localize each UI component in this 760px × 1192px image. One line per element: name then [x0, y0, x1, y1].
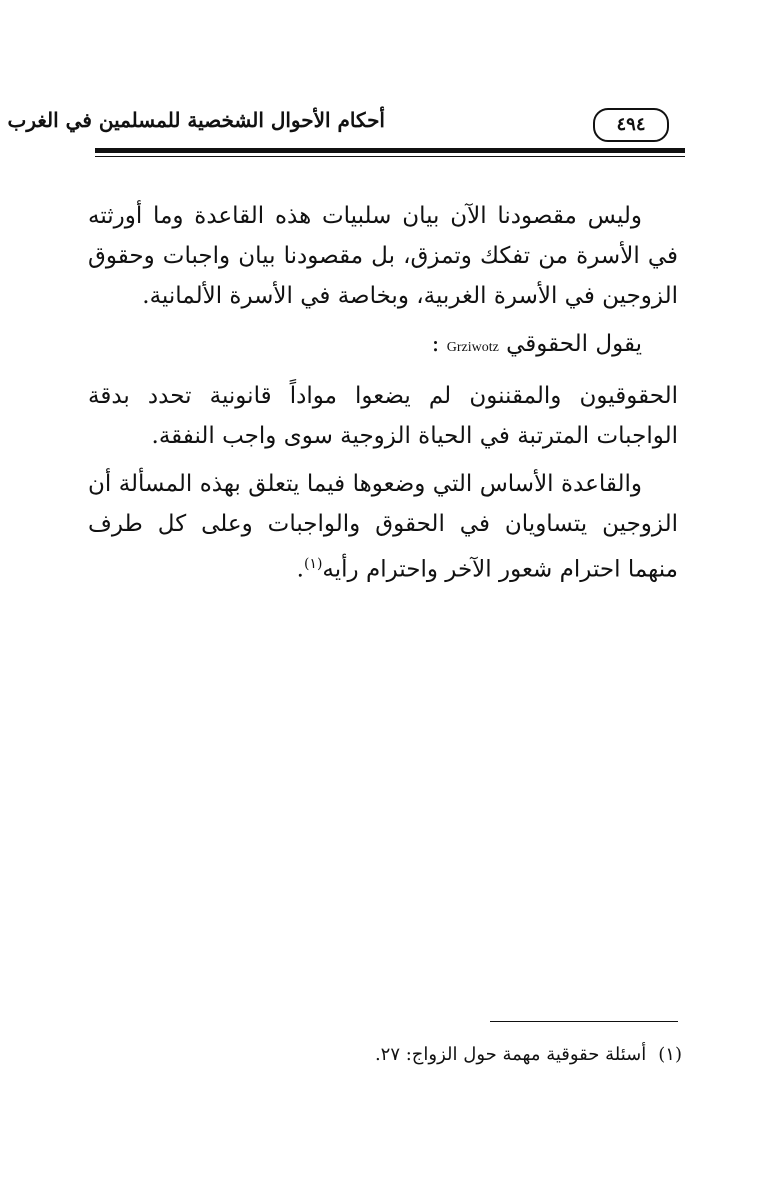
- header-rule-thick: [95, 148, 685, 153]
- header-title: أحكام الأحوال الشخصية للمسلمين في الغرب: [7, 108, 385, 132]
- paragraph-4-end: .: [296, 556, 304, 583]
- paragraph-4-main: والقاعدة الأساس التي وضعوها فيما يتعلق بهذه المسألة أن الزوجين يتساويان في الحقوق والواجبات وعلى كل طرف منهما احترام شعور الآخر واحترام رأيه: [88, 471, 678, 583]
- footnote-text: أسئلة حقوقية مهمة حول الزواج: ٢٧.: [374, 1044, 647, 1065]
- footnote-marker: (١): [658, 1044, 682, 1065]
- body-text: [88, 196, 678, 598]
- paragraph-2: [88, 324, 678, 368]
- footnote-reference: (١): [303, 556, 323, 572]
- paragraph-4: [88, 464, 678, 590]
- header-rule-thin: [95, 156, 685, 157]
- footnote-separator: [490, 1021, 678, 1022]
- author-latin-name: Grziwotz: [446, 340, 499, 355]
- paragraph-2-suffix: :: [431, 331, 440, 357]
- paragraph-2-prefix: يقول الحقوقي: [506, 331, 642, 357]
- paragraph-1: وليس مقصودنا الآن بيان سلبيات هذه القاعدة وما أورثته في الأسرة من تفكك وتمزق، بل مقصودنا بيان واجبات وحقوق الزوجين في الأسرة الغربية، وبخاصة في الأسرة الألمانية.: [88, 203, 678, 309]
- footnote: [360, 1040, 682, 1070]
- page-number: ٤٩٤: [593, 108, 669, 142]
- running-header: [7, 100, 685, 148]
- paragraph-3: الحقوقيون والمقننون لم يضعوا مواداً قانونية تحدد بدقة الواجبات المترتبة في الحياة الزوجية سوى واجب النفقة.: [88, 383, 678, 449]
